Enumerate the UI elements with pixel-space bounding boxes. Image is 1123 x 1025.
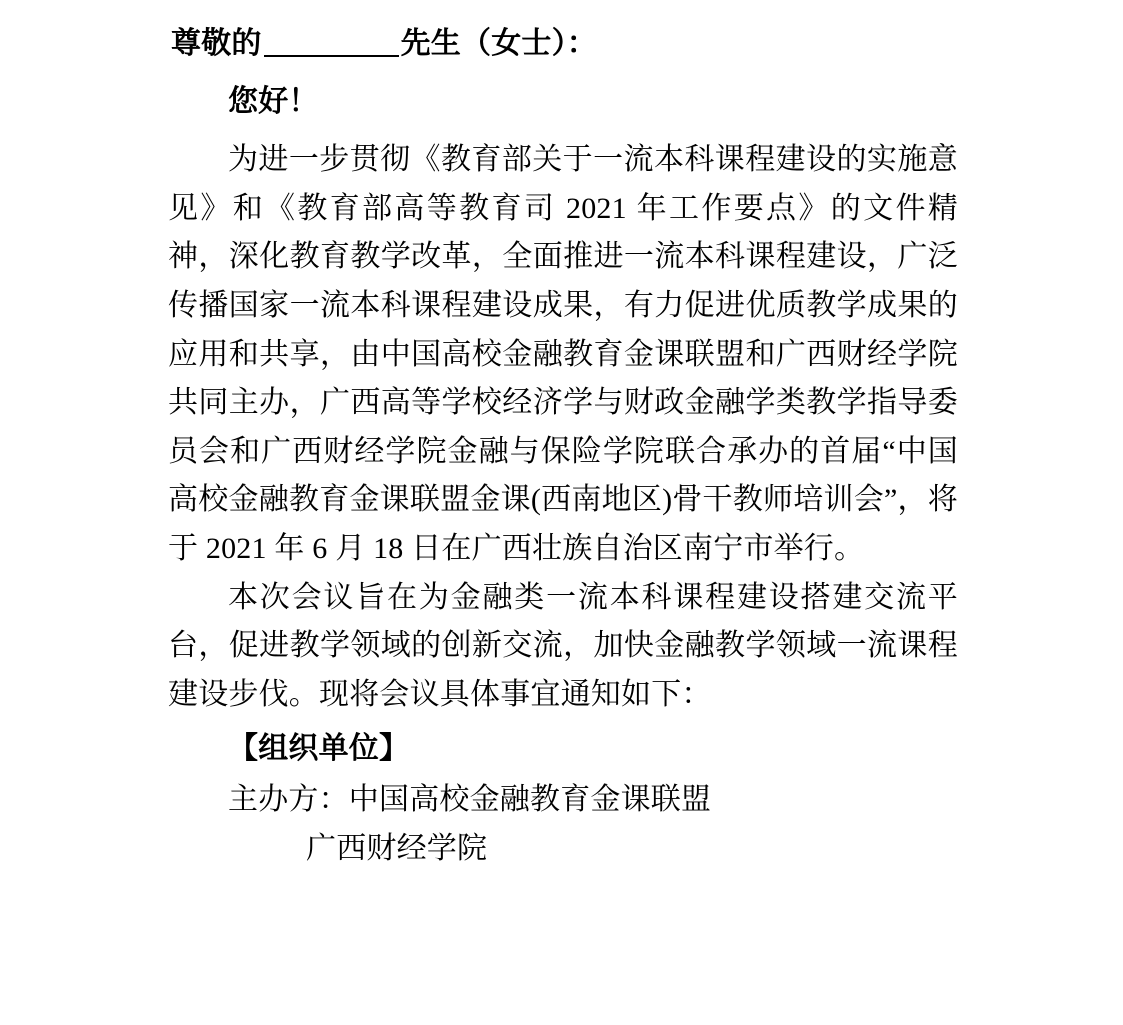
fill-in-blank[interactable] [264, 55, 399, 57]
salutation-line [168, 20, 958, 69]
greeting-line: 您好！ [228, 84, 319, 118]
salutation-suffix: 先生（女士）： [400, 27, 598, 60]
salutation-prefix: 尊敬的 [171, 27, 262, 60]
paragraph-2: 本次会议旨在为金融类一流本科课程建设搭建交流平台，促进教学领域的创新交流，加快金融教学领域一流课程建设步伐。现将会议具体事宜通知如下： [168, 580, 958, 711]
document-body [168, 20, 958, 873]
section-heading-organization: 【组织单位】 [228, 732, 410, 766]
organizer-line-1: 主办方：中国高校金融教育金课联盟 [228, 782, 712, 816]
organizer-line-2: 广西财经学院 [306, 831, 488, 865]
paragraph-1: 为进一步贯彻《教育部关于一流本科课程建设的实施意见》和《教育部高等教育司 2021 年工作要点》的文件精神，深化教育教学改革，全面推进一流本科课程建设，广泛传播国家一流本科课程建设成果，有力促进优质教学成果的应用和共享，由中国高校金融教育金课联盟和广西财经学院共同主办，广西高等学校经济学与财政金融学类教学指导委员会和广西财经学院金融与保险学院联合承办的首届“中国高校金融教育金课联盟金课(西南地区)骨干教师培训会”，将于 2021 年 6 月 18 日在广西壮族自治区南宁市举行。 [168, 143, 958, 565]
